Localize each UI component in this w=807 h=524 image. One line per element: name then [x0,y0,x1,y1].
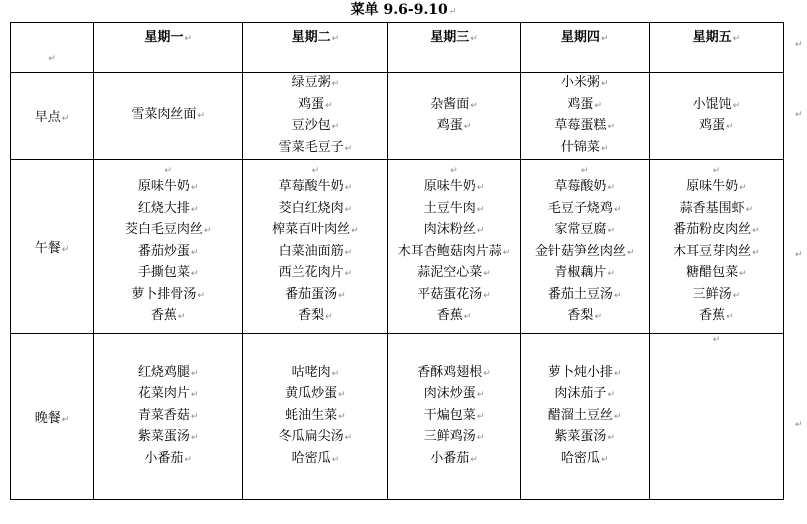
paragraph-mark-icon: ↵ [325,100,333,111]
menu-item [650,199,783,221]
paragraph-mark-icon: ↵ [177,312,186,323]
paragraph-mark-icon: ↵ [463,312,472,323]
meal-label: 午餐 [34,240,61,256]
paragraph-mark-icon: ↵ [739,183,747,194]
paragraph-mark-icon: ↵ [463,122,472,132]
paragraph-mark-icon: ↵ [197,111,205,122]
menu-item [243,116,387,138]
menu-item-text: 茭白红烧肉 [278,200,344,216]
menu-item [388,285,519,307]
paragraph-mark-icon: ↵ [483,368,491,379]
day-label: 星期三 [430,30,470,45]
menu-item-text: 三鲜汤 [692,286,732,302]
menu-cell [649,73,783,160]
paragraph-mark-icon: ↵ [752,247,760,258]
paragraph-mark-icon: ↵ [61,114,70,124]
paragraph-mark-icon: ↵ [197,290,205,301]
menu-item [650,242,783,264]
menu-item [94,427,242,449]
menu-item [388,363,519,385]
menu-item-text: 木耳豆芽肉丝 [673,243,752,259]
menu-table [10,22,784,500]
menu-item-text: 香蕉 [699,308,726,324]
menu-item-text: 蚝油生菜 [285,407,338,423]
menu-item [243,73,387,95]
meal-label-cell [11,334,94,500]
menu-item [94,384,242,406]
menu-item-text: 鸡蛋 [436,118,463,133]
paragraph-mark-icon: ↵ [476,204,485,215]
menu-item-text: 杂酱面 [430,96,470,112]
menu-item-text: 紫菜蛋汤 [554,429,607,445]
paragraph-mark-icon: ↵ [203,226,212,237]
paragraph-mark-icon: ↵ [190,368,199,379]
paragraph-mark-icon: ↵ [344,433,353,444]
menu-item-text: 小番茄 [430,450,470,466]
menu-item [243,138,387,160]
paragraph-mark-icon: ↵ [607,226,615,237]
paragraph-mark-icon: ↵ [607,433,615,444]
menu-item [243,449,387,471]
paragraph-mark-icon: ↵ [470,454,478,465]
menu-cell [649,334,783,500]
paragraph-mark-icon: ↵ [338,290,346,301]
menu-item [243,263,387,285]
paragraph-mark-icon: ↵ [476,433,485,444]
paragraph-mark-icon: ↵ [795,420,803,430]
menu-cell [520,160,649,334]
menu-item [94,199,242,221]
menu-item [388,242,519,264]
menu-item-text: 萝卜炖小排 [547,364,613,380]
menu-item [650,285,783,307]
menu-item-text: 香酥鸡翅根 [417,364,483,380]
paragraph-mark-icon: ↵ [450,166,458,177]
paragraph-mark-icon: ↵ [795,40,803,50]
menu-item [521,177,649,199]
day-header [243,23,388,73]
paragraph-mark-icon: ↵ [613,204,622,215]
menu-cell [94,73,243,160]
menu-item [243,285,387,307]
paragraph-mark-icon: ↵ [594,100,602,111]
menu-item-text: 土豆牛肉 [423,200,476,216]
paragraph-mark-icon: ↵ [338,390,346,401]
paragraph-mark-icon: ↵ [607,390,615,401]
menu-item-text: 金针菇笋丝肉丝 [534,243,626,259]
menu-item-text: 平菇蛋花汤 [417,286,483,302]
paragraph-mark-icon: ↵ [331,122,340,132]
menu-cell [243,334,388,500]
menu-item-text: 咕咾肉 [291,364,331,380]
paragraph-mark-icon: ↵ [607,122,615,132]
menu-item [521,363,649,385]
menu-item [521,306,649,328]
menu-item [521,242,649,264]
menu-item [94,177,242,199]
paragraph-mark-icon: ↵ [732,100,741,111]
paragraph-mark-icon: ↵ [607,183,615,194]
menu-item [94,285,242,307]
menu-item-text: 冬瓜扁尖汤 [278,429,344,445]
menu-cell [520,73,649,160]
paragraph-mark-icon: ↵ [344,143,353,154]
paragraph-mark-icon: ↵ [190,204,199,215]
paragraph-mark-icon: ↵ [726,122,734,132]
paragraph-mark-icon: ↵ [164,166,172,177]
menu-item [243,363,387,385]
menu-item-text: 红烧大排 [137,200,190,216]
menu-item-text: 西兰花肉片 [278,265,344,281]
menu-item-text: 原味牛奶 [423,179,476,195]
menu-title-text: 菜单 9.6-9.10 [350,2,448,18]
paragraph-mark-icon: ↵ [61,414,70,425]
meal-label-cell [11,160,94,334]
paragraph-mark-icon: ↵ [795,250,803,260]
menu-item-text: 蒜泥空心菜 [417,265,483,281]
menu-item-text: 草莓蛋糕 [554,118,607,133]
paragraph-mark-icon: ↵ [325,312,333,323]
menu-item [521,406,649,428]
menu-item-text: 茭白毛豆肉丝 [124,222,203,238]
paragraph-mark-icon: ↵ [48,54,56,64]
menu-item [521,138,649,160]
menu-cell [520,334,649,500]
menu-cell [243,73,388,160]
menu-item-text: 白菜油面筋 [278,243,344,259]
menu-item-text: 毛豆子烧鸡 [547,200,613,216]
menu-item [521,73,649,95]
menu-item-text: 小番茄 [144,450,184,466]
menu-item-text: 三鲜鸡汤 [423,429,476,445]
menu-item-text: 小馄饨 [692,96,732,112]
day-label: 星期五 [692,30,732,45]
menu-item-text: 黄瓜炒蛋 [285,386,338,402]
paragraph-mark-icon: ↵ [184,454,192,465]
paragraph-mark-icon: ↵ [594,312,602,323]
menu-item [94,220,242,242]
menu-item-text: 鸡蛋 [567,96,594,112]
menu-item-text: 糖醋包菜 [686,265,739,281]
menu-item-text: 番茄粉皮肉丝 [673,222,752,238]
paragraph-mark-icon: ↵ [331,79,340,89]
paragraph-mark-icon: ↵ [344,204,353,215]
paragraph-mark-icon: ↵ [613,368,622,379]
menu-item [243,306,387,328]
menu-item [388,199,519,221]
paragraph-mark-icon: ↵ [338,411,346,422]
menu-item-text: 豆沙包 [291,118,331,133]
menu-cell [388,160,520,334]
menu-item-text: 肉沫茄子 [554,386,607,402]
paragraph-mark-icon: ↵ [61,244,70,255]
paragraph-mark-icon: ↵ [476,411,485,422]
menu-item-text: 雪菜毛豆子 [278,139,344,155]
paragraph-mark-icon: ↵ [344,269,353,280]
paragraph-mark-icon: ↵ [190,390,199,401]
paragraph-mark-icon: ↵ [351,226,359,237]
paragraph-mark-icon: ↵ [712,335,721,345]
paragraph-mark-icon: ↵ [600,454,609,465]
menu-item-text: 红烧鸡腿 [137,364,190,380]
menu-item [388,116,519,138]
menu-item [243,242,387,264]
menu-item [521,427,649,449]
menu-item [94,449,242,471]
menu-cell [388,73,520,160]
paragraph-mark-icon: ↵ [502,247,511,258]
menu-cell [243,160,388,334]
meal-label-cell [11,73,94,160]
menu-item [521,263,649,285]
menu-item-text: 香蕉 [150,308,177,324]
paragraph-mark-icon: ↵ [470,100,478,111]
menu-item [243,199,387,221]
menu-item-text: 蒜香基围虾 [679,200,745,216]
menu-item-text: 肉沫炒蛋 [423,386,476,402]
menu-item [388,220,519,242]
menu-item [650,177,783,199]
menu-item [521,384,649,406]
paragraph-mark-icon: ↵ [732,290,741,301]
paragraph-mark-icon: ↵ [470,34,478,44]
paragraph-mark-icon: ↵ [607,269,615,280]
meal-row-breakfast [11,73,784,160]
menu-item-text: 肉沫粉丝 [423,222,476,238]
meal-row-lunch [11,160,784,334]
menu-item-text: 草莓酸奶 [554,179,607,195]
meal-label: 早点 [34,110,61,125]
menu-item [243,406,387,428]
paragraph-mark-icon: ↵ [331,454,340,465]
menu-item-text: 番茄土豆汤 [547,286,613,302]
menu-item-text: 青菜香菇 [137,407,190,423]
paragraph-mark-icon: ↵ [311,166,320,177]
menu-item-text: 什锦菜 [560,139,600,155]
menu-item-text: 香梨 [298,308,325,324]
paragraph-mark-icon: ↵ [344,247,353,258]
header-row [11,23,784,73]
menu-item [94,263,242,285]
menu-item [243,384,387,406]
menu-item-text: 雪菜肉丝面 [131,107,197,123]
day-label: 星期四 [560,30,600,45]
day-header [649,23,783,73]
paragraph-mark-icon: ↵ [600,34,609,44]
menu-item-text: 番茄炒蛋 [137,243,190,259]
day-header [520,23,649,73]
paragraph-mark-icon: ↵ [626,247,635,258]
paragraph-mark-icon: ↵ [190,433,199,444]
paragraph-mark-icon: ↵ [580,166,589,177]
menu-item-text: 番茄蛋汤 [285,286,338,302]
menu-item-text: 木耳杏鲍菇肉片蒜 [397,243,502,259]
paragraph-mark-icon: ↵ [483,290,491,301]
menu-item-text: 榨菜百叶肉丝 [272,222,351,238]
menu-item [521,199,649,221]
menu-item [521,116,649,138]
menu-item [650,220,783,242]
paragraph-mark-icon: ↵ [600,143,609,154]
menu-item-text: 青椒藕片 [554,265,607,281]
menu-item [388,406,519,428]
menu-item [94,363,242,385]
meal-row-dinner [11,334,784,500]
menu-item [650,306,783,328]
menu-item [521,285,649,307]
paragraph-mark-icon: ↵ [476,183,485,194]
paragraph-mark-icon: ↵ [732,34,741,44]
paragraph-mark-icon: ↵ [726,312,734,323]
menu-item-text: 香梨 [567,308,594,324]
menu-item [243,427,387,449]
menu-item [650,95,783,117]
paragraph-mark-icon: ↵ [483,269,491,280]
paragraph-mark-icon: ↵ [600,79,609,89]
day-label: 星期二 [291,30,331,45]
paragraph-mark-icon: ↵ [476,226,485,237]
paragraph-mark-icon: ↵ [739,269,747,280]
paragraph-mark-icon: ↵ [184,34,192,44]
paragraph-mark-icon: ↵ [476,390,485,401]
paragraph-mark-icon: ↵ [448,7,457,17]
day-header [388,23,520,73]
menu-cell [649,160,783,334]
menu-item-text: 手撕包菜 [137,265,190,281]
paragraph-mark-icon: ↵ [752,226,760,237]
menu-item [94,306,242,328]
menu-item [521,220,649,242]
menu-item-text: 花菜肉片 [137,386,190,402]
menu-item-text: 原味牛奶 [137,179,190,195]
menu-item [243,177,387,199]
menu-item [243,95,387,117]
paragraph-mark-icon: ↵ [331,368,340,379]
menu-item [388,427,519,449]
paragraph-mark-icon: ↵ [190,269,199,280]
menu-item-text: 哈密瓜 [560,450,600,466]
menu-item-text: 家常豆腐 [554,222,607,238]
menu-item-text: 绿豆粥 [291,75,331,90]
menu-item [521,95,649,117]
menu-item-text: 小米粥 [560,75,600,90]
paragraph-mark-icon: ↵ [344,183,353,194]
menu-item [388,384,519,406]
menu-item [521,449,649,471]
paragraph-mark-icon: ↵ [331,34,340,44]
menu-item-text: 紫菜蛋汤 [137,429,190,445]
menu-cell [94,334,243,500]
menu-item-text: 香蕉 [436,308,463,324]
day-header [94,23,243,73]
menu-item [94,105,242,127]
menu-item [650,116,783,138]
menu-item [388,177,519,199]
paragraph-mark-icon: ↵ [613,411,622,422]
paragraph-mark-icon: ↵ [190,411,199,422]
menu-cell [388,334,520,500]
menu-item [94,406,242,428]
menu-item [388,263,519,285]
menu-cell [94,160,243,334]
menu-item-text: 萝卜排骨汤 [131,286,197,302]
paragraph-mark-icon: ↵ [190,247,199,258]
menu-item-text: 哈密瓜 [291,450,331,466]
menu-item [650,263,783,285]
menu-item [388,306,519,328]
corner-cell [11,23,94,73]
menu-item [94,242,242,264]
paragraph-mark-icon: ↵ [745,204,754,215]
menu-item-text: 鸡蛋 [298,96,325,112]
menu-item-text: 鸡蛋 [699,118,726,133]
menu-item-text: 草莓酸牛奶 [278,179,344,195]
menu-title [0,2,807,20]
menu-item [243,220,387,242]
menu-item-text: 原味牛奶 [686,179,739,195]
menu-item-text: 醋溜土豆丝 [547,407,613,423]
paragraph-mark-icon: ↵ [795,110,803,120]
meal-label: 晚餐 [34,410,61,426]
menu-item [388,449,519,471]
paragraph-mark-icon: ↵ [613,290,622,301]
paragraph-mark-icon: ↵ [190,183,199,194]
menu-item [388,95,519,117]
menu-item-text: 干煸包菜 [423,407,476,423]
day-label: 星期一 [144,30,184,45]
paragraph-mark-icon: ↵ [712,166,721,177]
